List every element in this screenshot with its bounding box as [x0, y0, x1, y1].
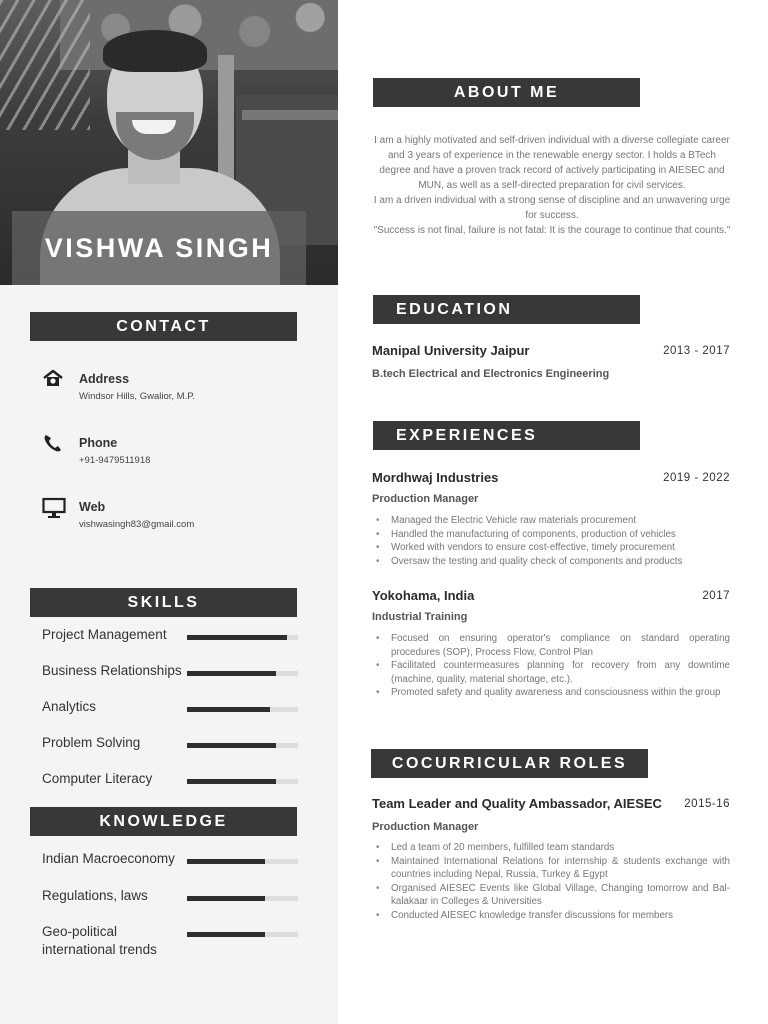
bullet-item: • Worked with vendors to ensure cost-effective, timely procurement [372, 541, 730, 555]
bullet-item: • Conducted AIESEC knowledge transfer discussions for members [372, 909, 730, 923]
skill-bar [187, 779, 298, 784]
degree-name: B.tech Electrical and Electronics Engineering [372, 368, 610, 380]
skill-bar [187, 635, 298, 640]
contact-heading: CONTACT [30, 312, 297, 341]
job-dates: 2017 [702, 590, 730, 602]
knowledge-name: Geo-political [42, 924, 118, 939]
cocurricular-title: Team Leader and Quality Ambassador, AIESEC [372, 796, 662, 811]
skill-bar-fill [187, 743, 276, 748]
skill-item [42, 626, 298, 646]
phone-icon [42, 433, 66, 455]
cocurricular-heading: COCURRICULAR ROLES [371, 749, 648, 778]
skill-name: Business Relationships [42, 663, 182, 678]
bullet-item: • Facilitated countermeasures planning for recovery from any downtime (machine, quality, material shortage, etc.). [372, 659, 730, 686]
knowledge-name: Regulations, laws [42, 888, 148, 903]
about-paragraph: I am a driven individual with a strong sense of discipline and an unwavering urge for success. [373, 195, 731, 221]
about-quote: "Success is not final, failure is not fatal: It is the courage to continue that counts." [373, 225, 731, 236]
bullet-item: • Handled the manufacturing of components, production of vehicles [372, 528, 730, 542]
skill-name: Computer Literacy [42, 771, 153, 786]
skill-item [42, 662, 298, 682]
knowledge-bar [187, 896, 298, 901]
address-value: Windsor Hills, Gwalior, M.P. [79, 391, 195, 402]
knowledge-bar [187, 859, 298, 864]
person-name: VISHWA SINGH [44, 232, 274, 263]
skill-bar [187, 743, 298, 748]
job-bullets [372, 632, 730, 700]
knowledge-name-line2: international trends [42, 942, 157, 957]
home-icon [42, 369, 66, 391]
job-bullets [372, 514, 730, 568]
bullet-item: • Promoted safety and quality awareness and consciousness within the group [372, 686, 730, 700]
name-banner [12, 211, 306, 285]
skill-item [42, 734, 298, 754]
monitor-icon [42, 497, 66, 519]
skill-bar [187, 707, 298, 712]
skills-heading: SKILLS [30, 588, 297, 617]
skill-name: Analytics [42, 699, 97, 714]
cocurricular-role: Production Manager [372, 821, 479, 833]
knowledge-bar [187, 932, 298, 937]
about-paragraph: I am a highly motivated and self-driven individual with a diverse collegiate career and 3 years of experience in the renewable energy sector. I holds a BTech degree and have a proven track record of actively participating in AIESEC and MUN, as well as a self-directed preparation for civil services. [374, 135, 730, 191]
job-role: Industrial Training [372, 611, 468, 623]
bullet-item: • Led a team of 20 members, fulfilled team standards [372, 841, 730, 855]
about-heading: ABOUT ME [373, 78, 640, 107]
bullet-item: • Managed the Electric Vehicle raw materials procurement [372, 514, 730, 528]
web-label: Web [79, 500, 106, 514]
skill-item [42, 698, 298, 718]
bullet-item: • Focused on ensuring operator's compliance on standard operating procedures (SOP), Process Flow, Control Plan [372, 632, 730, 659]
knowledge-bar-fill [187, 859, 265, 864]
phone-label: Phone [79, 436, 118, 450]
cocurricular-bullets [372, 841, 730, 922]
skill-bar [187, 671, 298, 676]
knowledge-item [42, 887, 298, 907]
knowledge-item [42, 923, 298, 963]
school-name: Manipal University Jaipur [372, 343, 530, 358]
skill-item [42, 770, 298, 790]
bullet-item: • Oversaw the testing and quality check of components and products [372, 555, 730, 569]
company-name: Yokohama, India [372, 588, 475, 603]
about-text [372, 133, 732, 238]
knowledge-item [42, 850, 298, 870]
education-heading: EDUCATION [373, 295, 640, 324]
skill-name: Problem Solving [42, 735, 141, 750]
cocurricular-dates: 2015-16 [684, 798, 730, 810]
skill-name: Project Management [42, 627, 167, 642]
skill-bar-fill [187, 707, 270, 712]
knowledge-bar-fill [187, 932, 265, 937]
bullet-item: • Maintained International Relations for internship & students exchange with countries including Nepal, Russia, Turkey & Egypt [372, 855, 730, 882]
email-link[interactable]: vishwasingh83@gmail.com [79, 519, 195, 530]
bullet-item: • Organised AIESEC Events like Global Village, Changing tomorrow and Bal-kalakaar in Colleges & Universities [372, 882, 730, 909]
knowledge-name: Indian Macroeconomy [42, 851, 175, 866]
job-dates: 2019 - 2022 [663, 472, 730, 484]
left-column [0, 0, 338, 1024]
company-name: Mordhwaj Industries [372, 470, 499, 485]
experiences-heading: EXPERIENCES [373, 421, 640, 450]
knowledge-heading: KNOWLEDGE [30, 807, 297, 836]
skill-bar-fill [187, 779, 276, 784]
phone-value[interactable]: +91-9479511918 [79, 455, 151, 466]
job-role: Production Manager [372, 493, 479, 505]
address-label: Address [79, 372, 130, 386]
knowledge-bar-fill [187, 896, 265, 901]
skill-bar-fill [187, 635, 287, 640]
education-dates: 2013 - 2017 [663, 345, 730, 357]
skill-bar-fill [187, 671, 276, 676]
